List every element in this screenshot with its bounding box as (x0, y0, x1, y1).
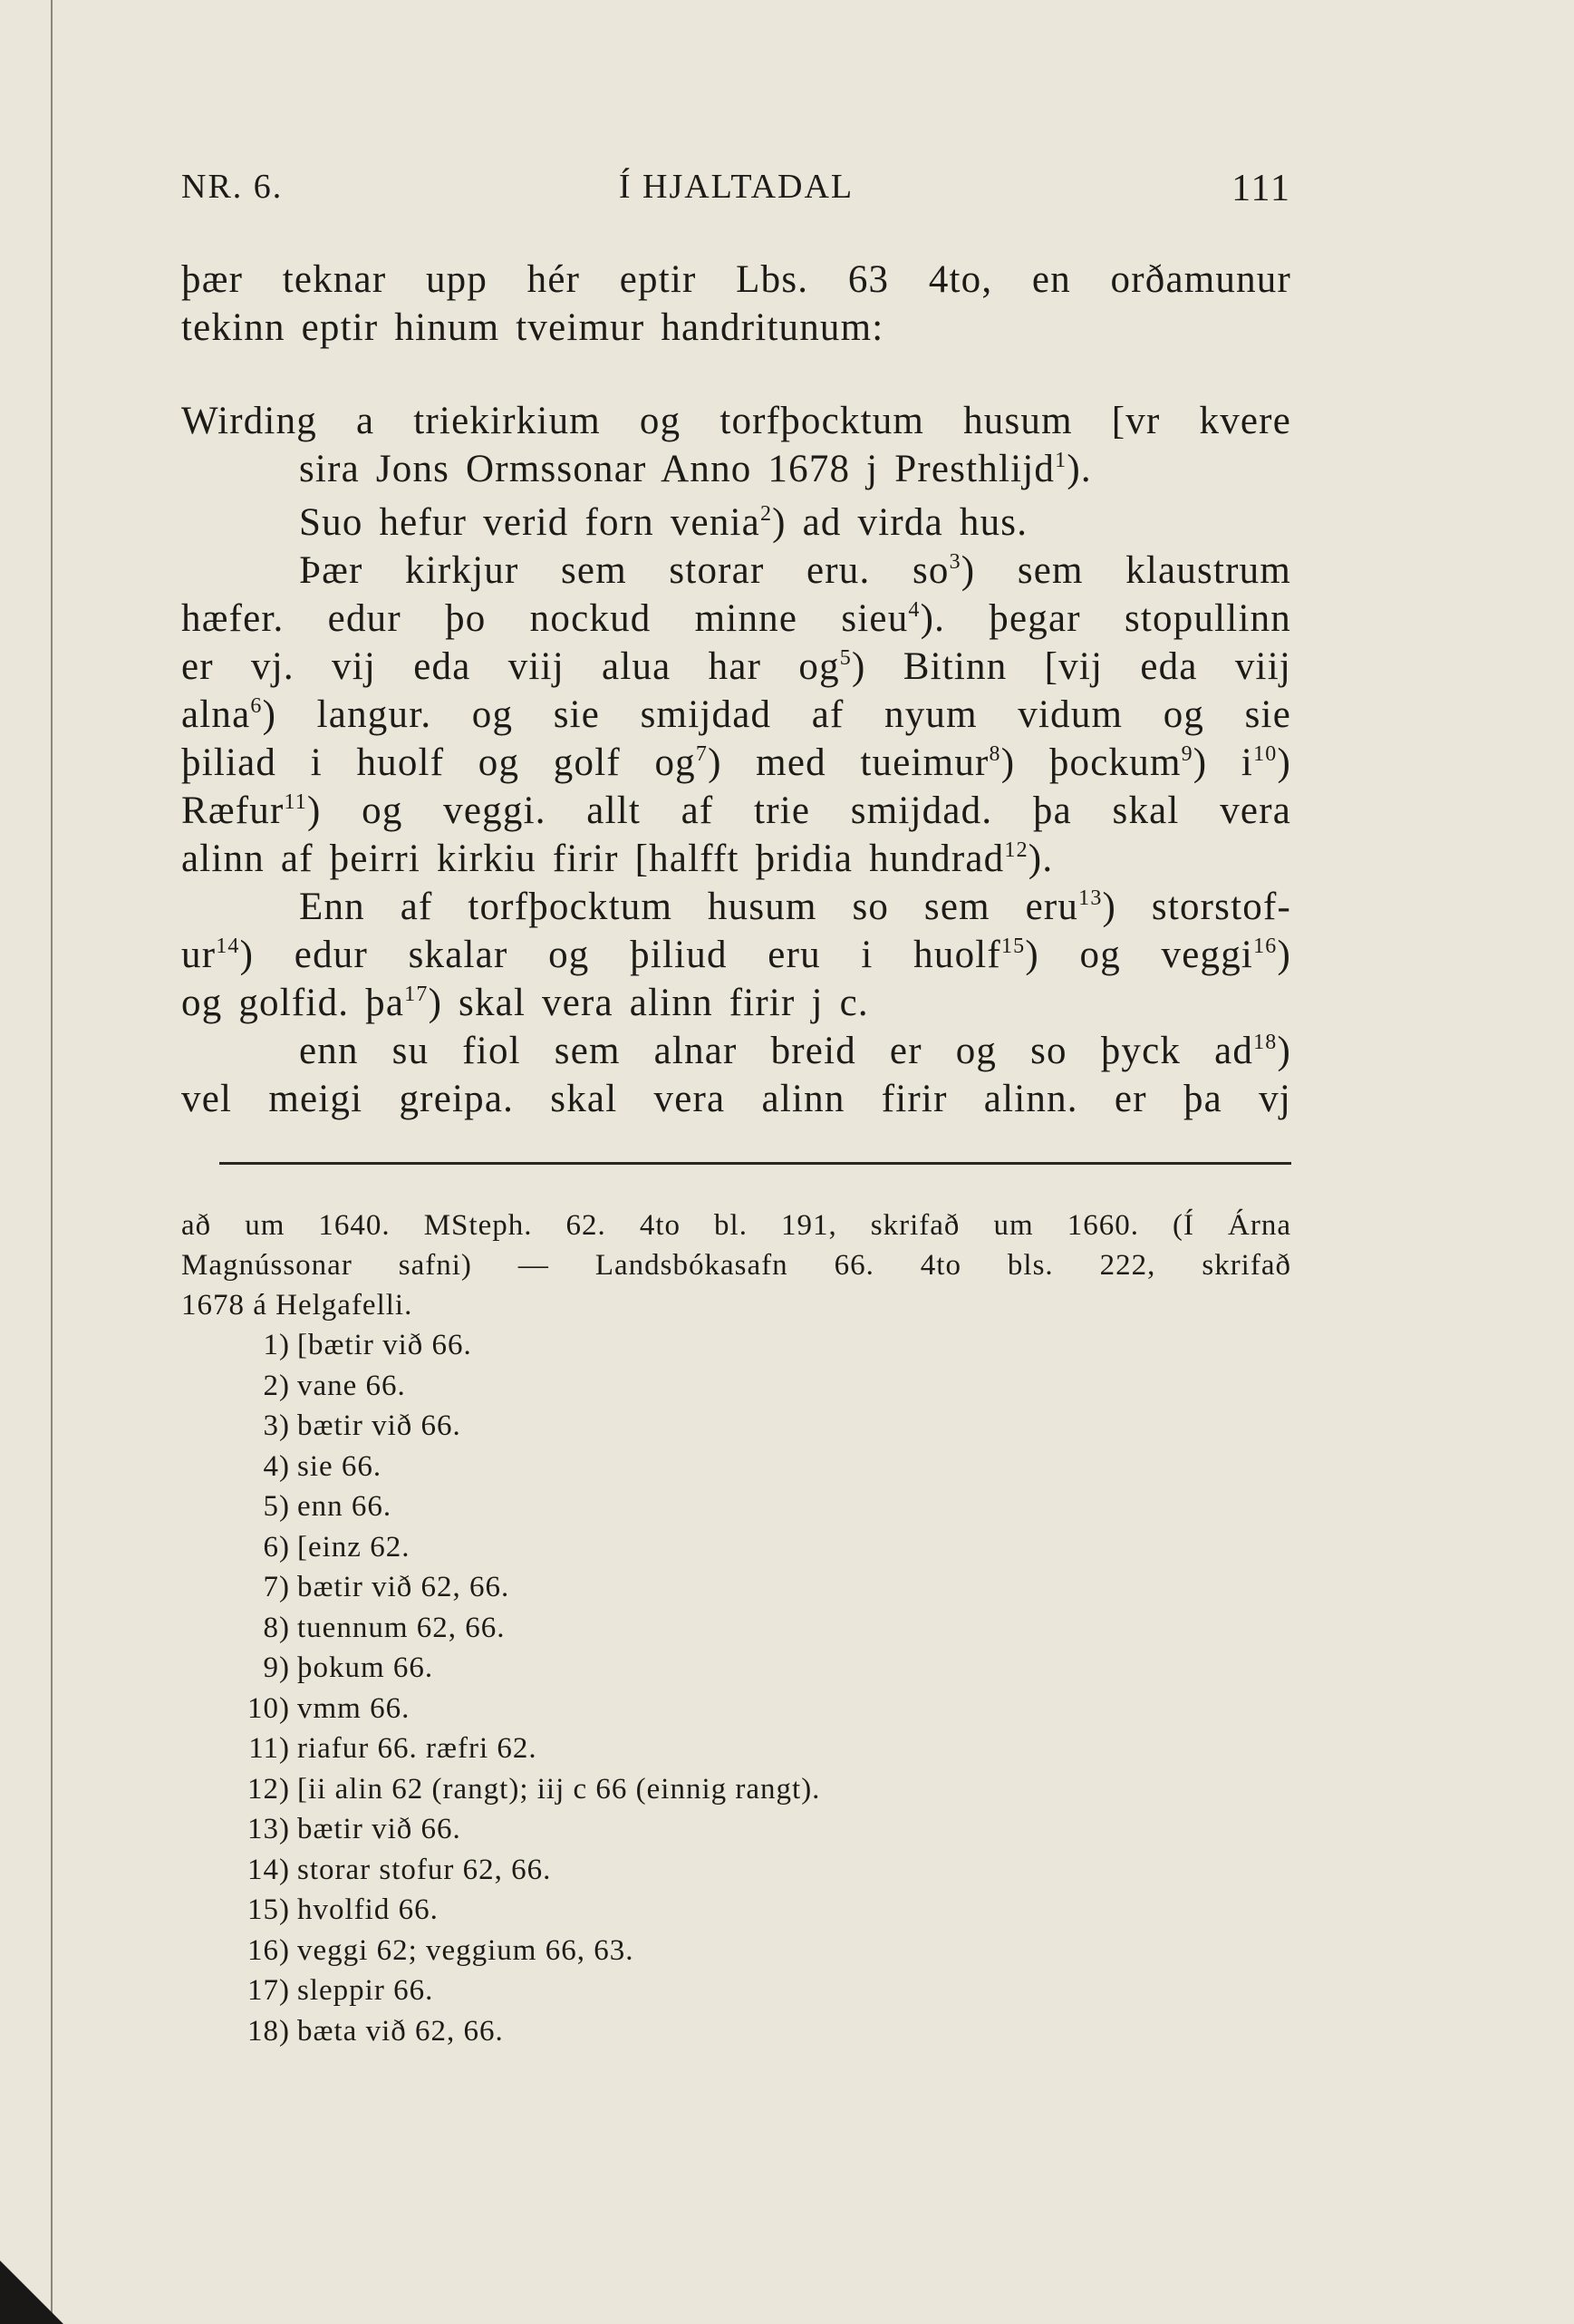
footnote-ref: 8 (989, 742, 1001, 766)
text-line: Þær kirkjur sem storar eru. $so^3$) sem klaustrum (299, 549, 1291, 592)
text-line: $ur^{14}$) edur skalar og þiliud eru i huolf$^{15}$) og veggi$^{16}$) (181, 934, 1291, 976)
footnote-text: sleppir 66. (297, 1974, 434, 2007)
footnote-number: 2) (263, 1369, 290, 1402)
page-number: 111 (1231, 168, 1291, 209)
running-header (181, 167, 1291, 218)
footnote-number: 10) (247, 1691, 290, 1725)
footnote-text: vmm 66. (297, 1691, 410, 1725)
text-line: er vj. vij eda viij alua har $og^5$) Bitinn [vij eda viij (181, 645, 1291, 688)
text-line: vel meigi greipa. skal vera alinn firir alinn. er þa vj (181, 1078, 1291, 1120)
footnote-item (181, 1567, 1291, 1608)
footnote-text: [bætir við 66. (297, 1329, 472, 1361)
text-line: Ræfur$^{11}$) og veggi. allt af trie smijdad. þa skal vera (181, 789, 1291, 832)
text-line: Suo hefur verid forn venia$^2$) ad virda hus. (299, 501, 1028, 544)
footnote-number: 13) (247, 1813, 290, 1845)
footnote-list (181, 1325, 1291, 2051)
page-edge (51, 0, 53, 2324)
footnote-text: riafur 66. ræfri 62. (297, 1732, 537, 1765)
footnote-ref: 6 (250, 694, 263, 718)
main-text (181, 256, 1291, 1123)
footnote-text: [ii alin 62 (rangt); iij c 66 (einnig rangt). (297, 1772, 821, 1806)
footnote-text: bætir við 62, 66. (297, 1571, 510, 1603)
footnote-ref: 2 (759, 502, 773, 526)
text-line: hæfer. edur þo nockud minne sieu$^4$). þegar stopullinn (181, 597, 1291, 640)
footnote-text: vane 66. (297, 1369, 406, 1402)
footnote-item (181, 1850, 1291, 1891)
footnote-item (181, 1728, 1291, 1769)
footnote-item (181, 1931, 1291, 1971)
footnote-item (181, 2011, 1291, 2052)
footnote-item (181, 1689, 1291, 1729)
footnote-text: bætir við 66. (297, 1813, 461, 1845)
text-line: Wirding a triekirkium og torfþocktum husum [vr kvere (181, 400, 1291, 442)
footnote-ref: 4 (908, 598, 921, 622)
footnote-ref: 9 (1181, 742, 1193, 766)
footnote-ref: 17 (404, 983, 429, 1006)
footnote-text: bæta við 62, 66. (297, 2014, 504, 2048)
footnote-number: 15) (247, 1893, 290, 1926)
footnote-ref: 12 (1004, 838, 1028, 862)
footnote-text: veggi 62; veggium 66, 63. (297, 1933, 634, 1967)
footnote-ref: 10 (1253, 742, 1278, 766)
footnote-item (181, 1486, 1291, 1527)
text-line: alinn af þeirri kirkiu firir [halfft þridia hundrad$^{12}$). (181, 838, 1054, 880)
footnote-item (181, 1527, 1291, 1568)
text-line: sira Jons Ormssonar Anno 1678 j Presthlijd$^1$). (299, 448, 1092, 490)
footnote-text: bætir við 66. (297, 1409, 461, 1442)
footnote-item (181, 1406, 1291, 1447)
footnote-number: 4) (263, 1449, 290, 1483)
footnote-ref: 16 (1253, 934, 1278, 958)
footnote-ref: 13 (1078, 886, 1103, 910)
footnote-ref: 5 (839, 646, 852, 670)
footnote-item (181, 1809, 1291, 1850)
text-line: alna$^6$) langur. og sie smijdad af nyum vidum og sie (181, 693, 1291, 736)
text-line: enn su fiol sem alnar breid er og so þyck $ad^{18}$) (299, 1030, 1291, 1072)
footnote-number: 18) (247, 2014, 290, 2048)
footnote-text: enn 66. (297, 1490, 392, 1523)
text-line: þiliad i huolf og golf $og^7$) med tueimur$^8$) þockum$^9$) $i^{10}$) (181, 741, 1291, 784)
footnote-number: 7) (263, 1571, 290, 1603)
footnote-ref: 7 (695, 742, 709, 766)
footnote-number: 9) (263, 1651, 290, 1684)
footnote-number: 12) (247, 1772, 290, 1806)
footnote-number: 1) (263, 1329, 290, 1361)
text-line: og golfid. $þa^{17}$) skal vera alinn firir j c. (181, 982, 869, 1024)
footnote-ref: 15 (1000, 934, 1026, 958)
footnote-number: 16) (247, 1933, 290, 1967)
footnote-divider (219, 1162, 1291, 1165)
footnote-number: 14) (247, 1853, 290, 1886)
footnote-text: [einz 62. (297, 1530, 410, 1564)
text-line: Enn af torfþocktum husum so sem eru$^{13}$) storstof- (299, 886, 1292, 928)
source-note-line: Magnússonar safni) — Landsbókasafn 66. 4to bls. 222, skrifað (181, 1249, 1291, 1282)
footnote-ref: 14 (216, 934, 240, 958)
footnote-text: þokum 66. (297, 1651, 434, 1684)
footnote-number: 11) (248, 1732, 290, 1765)
footnote-item (181, 1648, 1291, 1689)
footnote-item (181, 1890, 1291, 1931)
footnote-text: sie 66. (297, 1449, 382, 1483)
intro-line: tekinn eptir hinum tveimur handritunum: (181, 306, 884, 349)
footnote-item (181, 1608, 1291, 1649)
source-note-line: að um 1640. MSteph. 62. 4to bl. 191, skrifað um 1660. (Í Árna (181, 1209, 1291, 1242)
footnote-number: 3) (263, 1409, 290, 1442)
footnote-text: tuennum 62, 66. (297, 1611, 506, 1644)
footnote-item (181, 1447, 1291, 1487)
footnote-number: 8) (263, 1611, 290, 1644)
footnote-ref: 11 (284, 790, 308, 814)
footnote-text: hvolfid 66. (297, 1893, 439, 1926)
footnote-number: 17) (247, 1974, 290, 2007)
footnote-number: 5) (263, 1490, 290, 1523)
footnote-item (181, 1325, 1291, 1366)
footnote-ref: 18 (1253, 1031, 1278, 1054)
footnote-text: storar stofur 62, 66. (297, 1853, 552, 1886)
header-title: Í HJALTADAL (618, 168, 855, 206)
footnote-item (181, 1366, 1291, 1407)
intro-line: þær teknar upp hér eptir Lbs. 63 4to, en orðamunur (181, 258, 1291, 301)
footnote-item (181, 1971, 1291, 2011)
source-note-line: 1678 á Helgafelli. (181, 1289, 413, 1322)
footnotes-section (181, 1206, 1291, 2051)
footnote-item (181, 1769, 1291, 1810)
footnote-ref: 3 (949, 550, 961, 574)
header-issue-number: NR. 6. (181, 168, 284, 206)
footnote-number: 6) (263, 1530, 290, 1564)
footnote-ref: 1 (1055, 449, 1067, 472)
page-corner-shadow (0, 2261, 63, 2324)
